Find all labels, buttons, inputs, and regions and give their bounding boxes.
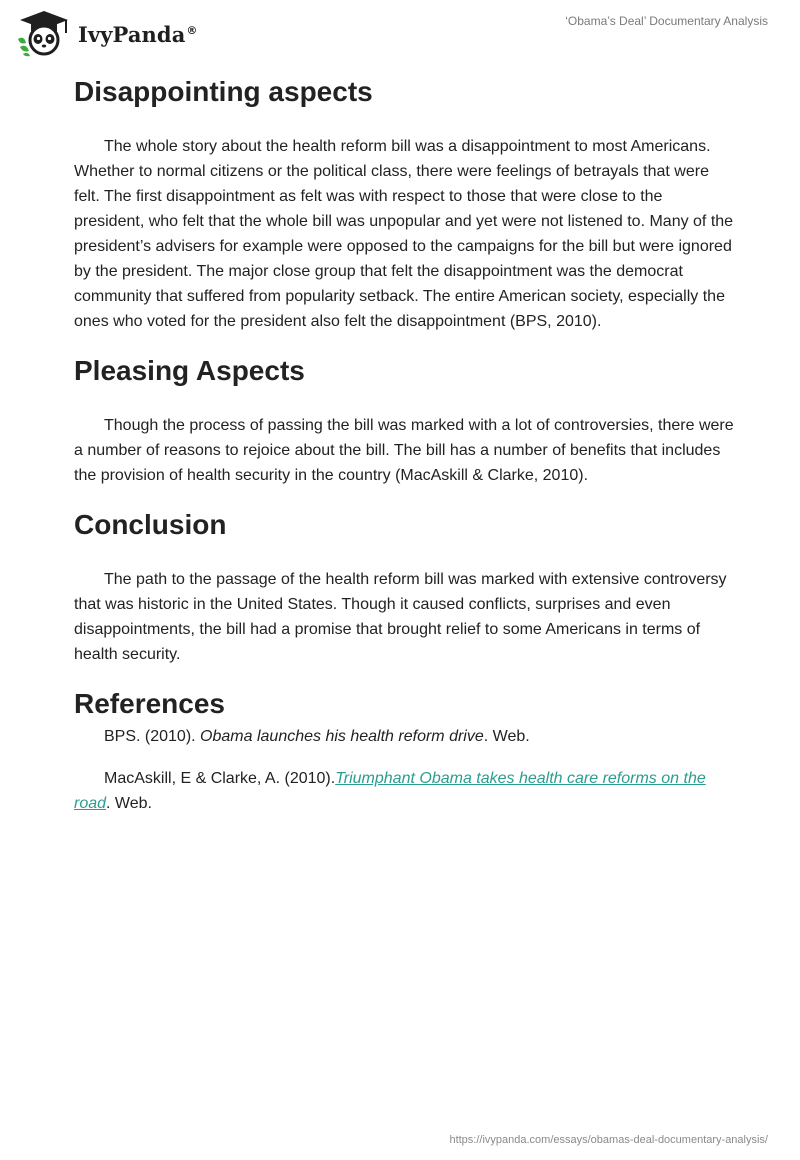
section-paragraph: The path to the passage of the health reform bill was marked with extensive controversy that was historic in the United States. Though it caused conflicts, surprises and even disappointments, the bill had a promise that brought relief to some Americans in terms of health security. [74, 571, 727, 663]
reference-suffix: . Web. [483, 728, 530, 745]
section-references [74, 684, 734, 816]
essay-content [74, 70, 734, 816]
registered-mark: ® [186, 23, 198, 37]
document-title: ‘Obama’s Deal’ Documentary Analysis [565, 14, 768, 28]
reference-item [74, 724, 734, 749]
section-heading: Conclusion [74, 509, 227, 540]
section-disappointing-aspects [74, 72, 734, 334]
ivypanda-logo[interactable] [14, 9, 198, 57]
reference-title: Obama launches his health reform drive [200, 728, 484, 745]
panda-graduate-icon [14, 9, 74, 57]
section-heading: Disappointing aspects [74, 76, 373, 107]
reference-authors: BPS. (2010). [104, 728, 201, 745]
section-paragraph: The whole story about the health reform bill was a disappointment to most Americans. Whether to normal citizens or the political class, there were feelings of betrayals that were felt. The first disappointment as felt was with respect to those that were close to the president, who felt that the whole bill was unpopular and yet were not listened to. Many of the president’s advisers for example were opposed to the campaigns for the bill but were ignored by the president. The major close group that felt the disappointment was the democrat community that suffered from popularity setback. The entire American society, especially the ones who voted for the president also felt the disappointment (BPS, 2010). [74, 138, 734, 330]
reference-authors: MacAskill, E & Clarke, A. (2010). [104, 770, 336, 787]
page-header [0, 0, 800, 60]
section-heading: Pleasing Aspects [74, 355, 305, 386]
section-pleasing-aspects [74, 351, 734, 488]
section-conclusion [74, 505, 734, 667]
brand-name: IvyPanda® [78, 21, 198, 47]
reference-suffix: . Web. [106, 795, 152, 812]
section-paragraph: Though the process of passing the bill was marked with a lot of controversies, there were a number of reasons to rejoice about the bill. The bill has a number of benefits that includes the provision of health security in the country (MacAskill & Clarke, 2010). [74, 417, 734, 484]
reference-item [74, 766, 734, 816]
references-heading: References [74, 688, 225, 719]
footer-url[interactable]: https://ivypanda.com/essays/obamas-deal-documentary-analysis/ [449, 1134, 768, 1146]
reference-link[interactable]: Triumphant Obama takes health care reforms on the road [74, 770, 706, 812]
